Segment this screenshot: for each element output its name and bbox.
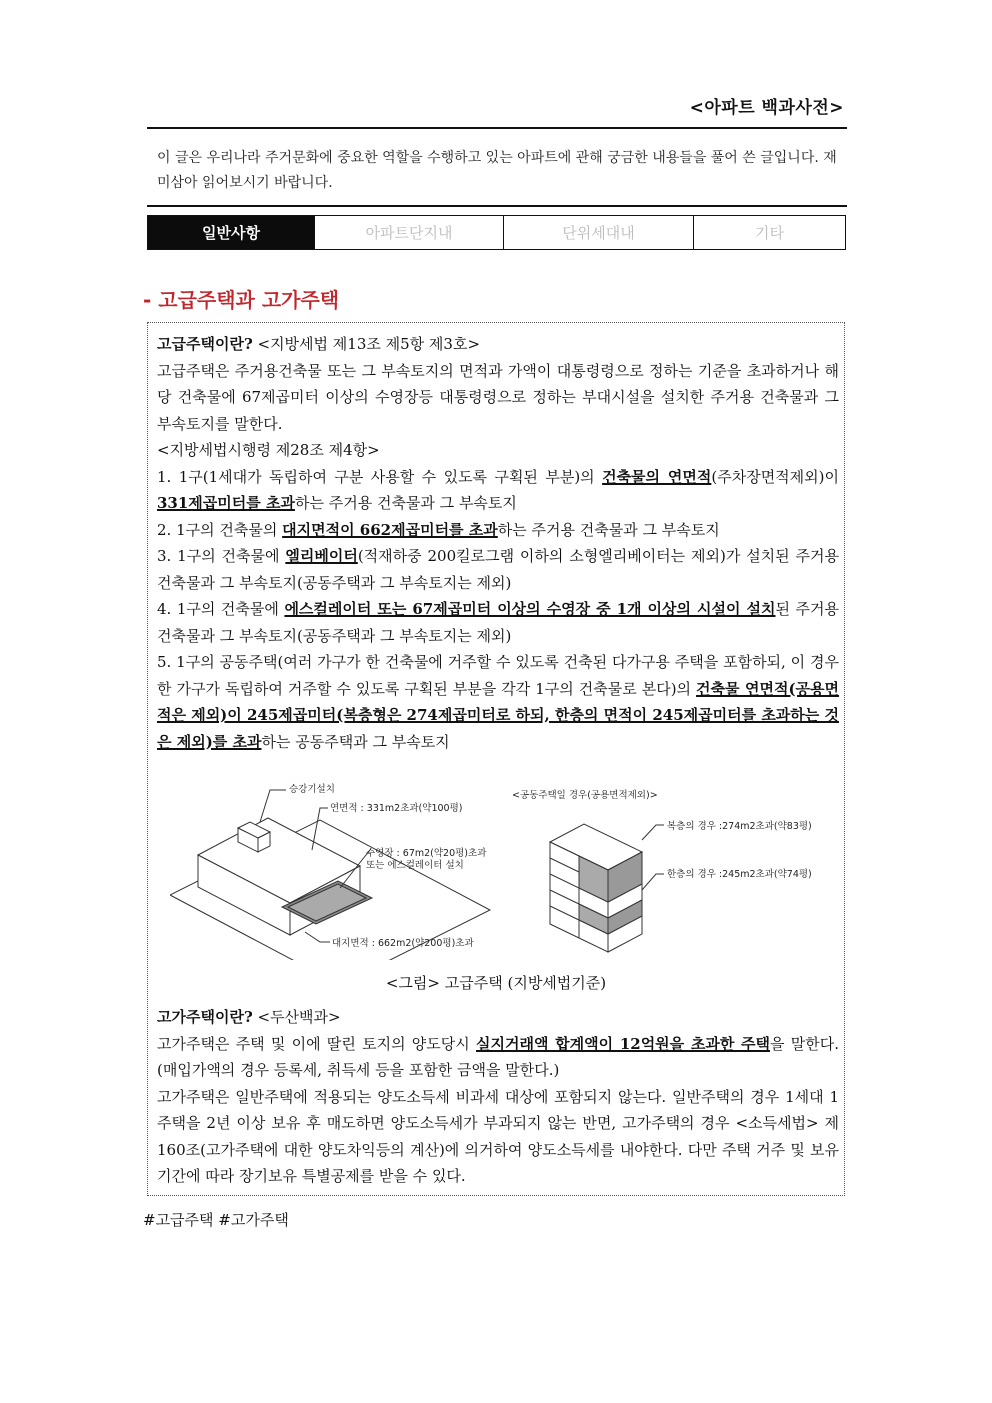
- figure-caption: <그림> 고급주택 (지방세법기준): [385, 974, 607, 992]
- label-elevator: 승강기설치: [289, 784, 335, 795]
- luxury-section: [157, 331, 839, 755]
- section-heading: - 고급주택과 고가주택: [143, 288, 340, 312]
- expensive-definition: 고가주택은 주택 및 이에 딸린 토지의 양도당시 실지거래액 합계액이 12억원을 초과한 주택을 말한다. (매입가액의 경우 등록세, 취득세 등을 포함한 금액을 말한다.): [157, 1034, 839, 1079]
- tab-general[interactable]: 일반사항: [148, 216, 314, 249]
- label-single: 한층의 경우 :245m2초과(약74평): [667, 869, 812, 880]
- expensive-title-ref: <두산백과>: [252, 1008, 341, 1026]
- document-title: <아파트 백과사전>: [689, 98, 844, 118]
- label-pool-2: 또는 에스컬레이터 설치: [366, 860, 464, 871]
- label-apartment: <공동주택일 경우(공용면적제외)>: [512, 790, 658, 801]
- expensive-section: [157, 1004, 839, 1190]
- label-duplex: 복층의 경우 :274m2초과(약83평): [667, 821, 812, 832]
- divider: [147, 127, 847, 129]
- criteria-item-5: 5. 1구의 공동주택(여러 가구가 한 건축물에 거주할 수 있도록 건축된 다가구용 주택을 포함하되, 이 경우 한 가구가 독립하여 거주할 수 있도록 구획된 부분을 각각 1구의 건축물로 본다)의 건축물 연면적(공용면적은 제외)이 245제곱미터(복층형은 274제곱미터로 하되, 한층의 면적이 245제곱미터를 초과하는 것은 제외)를 초과하는 공동주택과 그 부속토지: [157, 653, 840, 751]
- criteria-item-2: 2. 1구의 건축물의 대지면적이 662제곱미터를 초과하는 주거용 건축물과 그 부속토지: [157, 520, 720, 539]
- divider: [147, 205, 847, 207]
- expensive-tax-paragraph: 고가주택은 일반주택에 적용되는 양도소득세 비과세 대상에 포함되지 않는다. 일반주택의 경우 1세대 1주택을 2년 이상 보유 후 매도하면 양도소득세가 부과되지 않는 반면, 고가주택의 경우 <소득세법> 제160조(고가주택에 대한 양도차익등의 계산)에 의거하여 양도소득세를 내야한다. 다만 주택 거주 및 보유기간에 따라 장기보유 특별공제를 받을 수 있다.: [157, 1087, 839, 1185]
- criteria-item-3: 3. 1구의 건축물에 엘리베이터(적재하중 200킬로그램 이하의 소형엘리베이터는 제외)가 설치된 주거용 건축물과 그 부속토지(공동주택과 그 부속토지는 제외): [157, 547, 839, 592]
- label-floor-area: 연면적 : 331m2초과(약100평): [330, 803, 463, 814]
- tab-etc[interactable]: 기타: [693, 216, 845, 249]
- category-tabs: [147, 215, 846, 250]
- tab-unit[interactable]: 단위세대내: [503, 216, 693, 249]
- label-site-area: 대지면적 : 662m2(약200평)초과: [332, 938, 474, 949]
- label-pool-1: 수영장 : 67m2(약20평)초과: [366, 848, 487, 859]
- luxury-house-diagram: [170, 770, 840, 960]
- criteria-item-1: 1. 1구(1세대가 독립하여 구분 사용할 수 있도록 구획된 부분)의 건축물의 연면적(주차장면적제외)이 331제곱미터를 초과하는 주거용 건축물과 그 부속토지: [157, 467, 839, 512]
- decree-ref: <지방세법시행령 제28조 제4항>: [157, 441, 380, 459]
- hashtags[interactable]: #고급주택 #고가주택: [143, 1211, 289, 1229]
- luxury-title: 고급주택이란?: [157, 335, 253, 353]
- criteria-item-4: 4. 1구의 건축물에 에스컬레이터 또는 67제곱미터 이상의 수영장 중 1개 이상의 시설이 설치된 주거용 건축물과 그 부속토지(공동주택과 그 부속토지는 제외): [157, 600, 839, 645]
- luxury-title-ref: <지방세법 제13조 제5항 제3호>: [252, 335, 481, 353]
- expensive-title: 고가주택이란?: [157, 1008, 253, 1026]
- luxury-definition: 고급주택은 주거용건축물 또는 그 부속토지의 면적과 가액이 대통령령으로 정하는 기준을 초과하거나 해당 건축물에 67제곱미터 이상의 수영장등 대통령령으로 정하는 부대시설을 설치한 주거용 건축물과 그 부속토지를 말한다.: [157, 361, 839, 433]
- intro-text: 이 글은 우리나라 주거문화에 중요한 역할을 수행하고 있는 아파트에 관해 궁금한 내용들을 풀어 쓴 글입니다. 재미삼아 읽어보시기 바랍니다.: [157, 150, 837, 191]
- tab-complex[interactable]: 아파트단지내: [314, 216, 503, 249]
